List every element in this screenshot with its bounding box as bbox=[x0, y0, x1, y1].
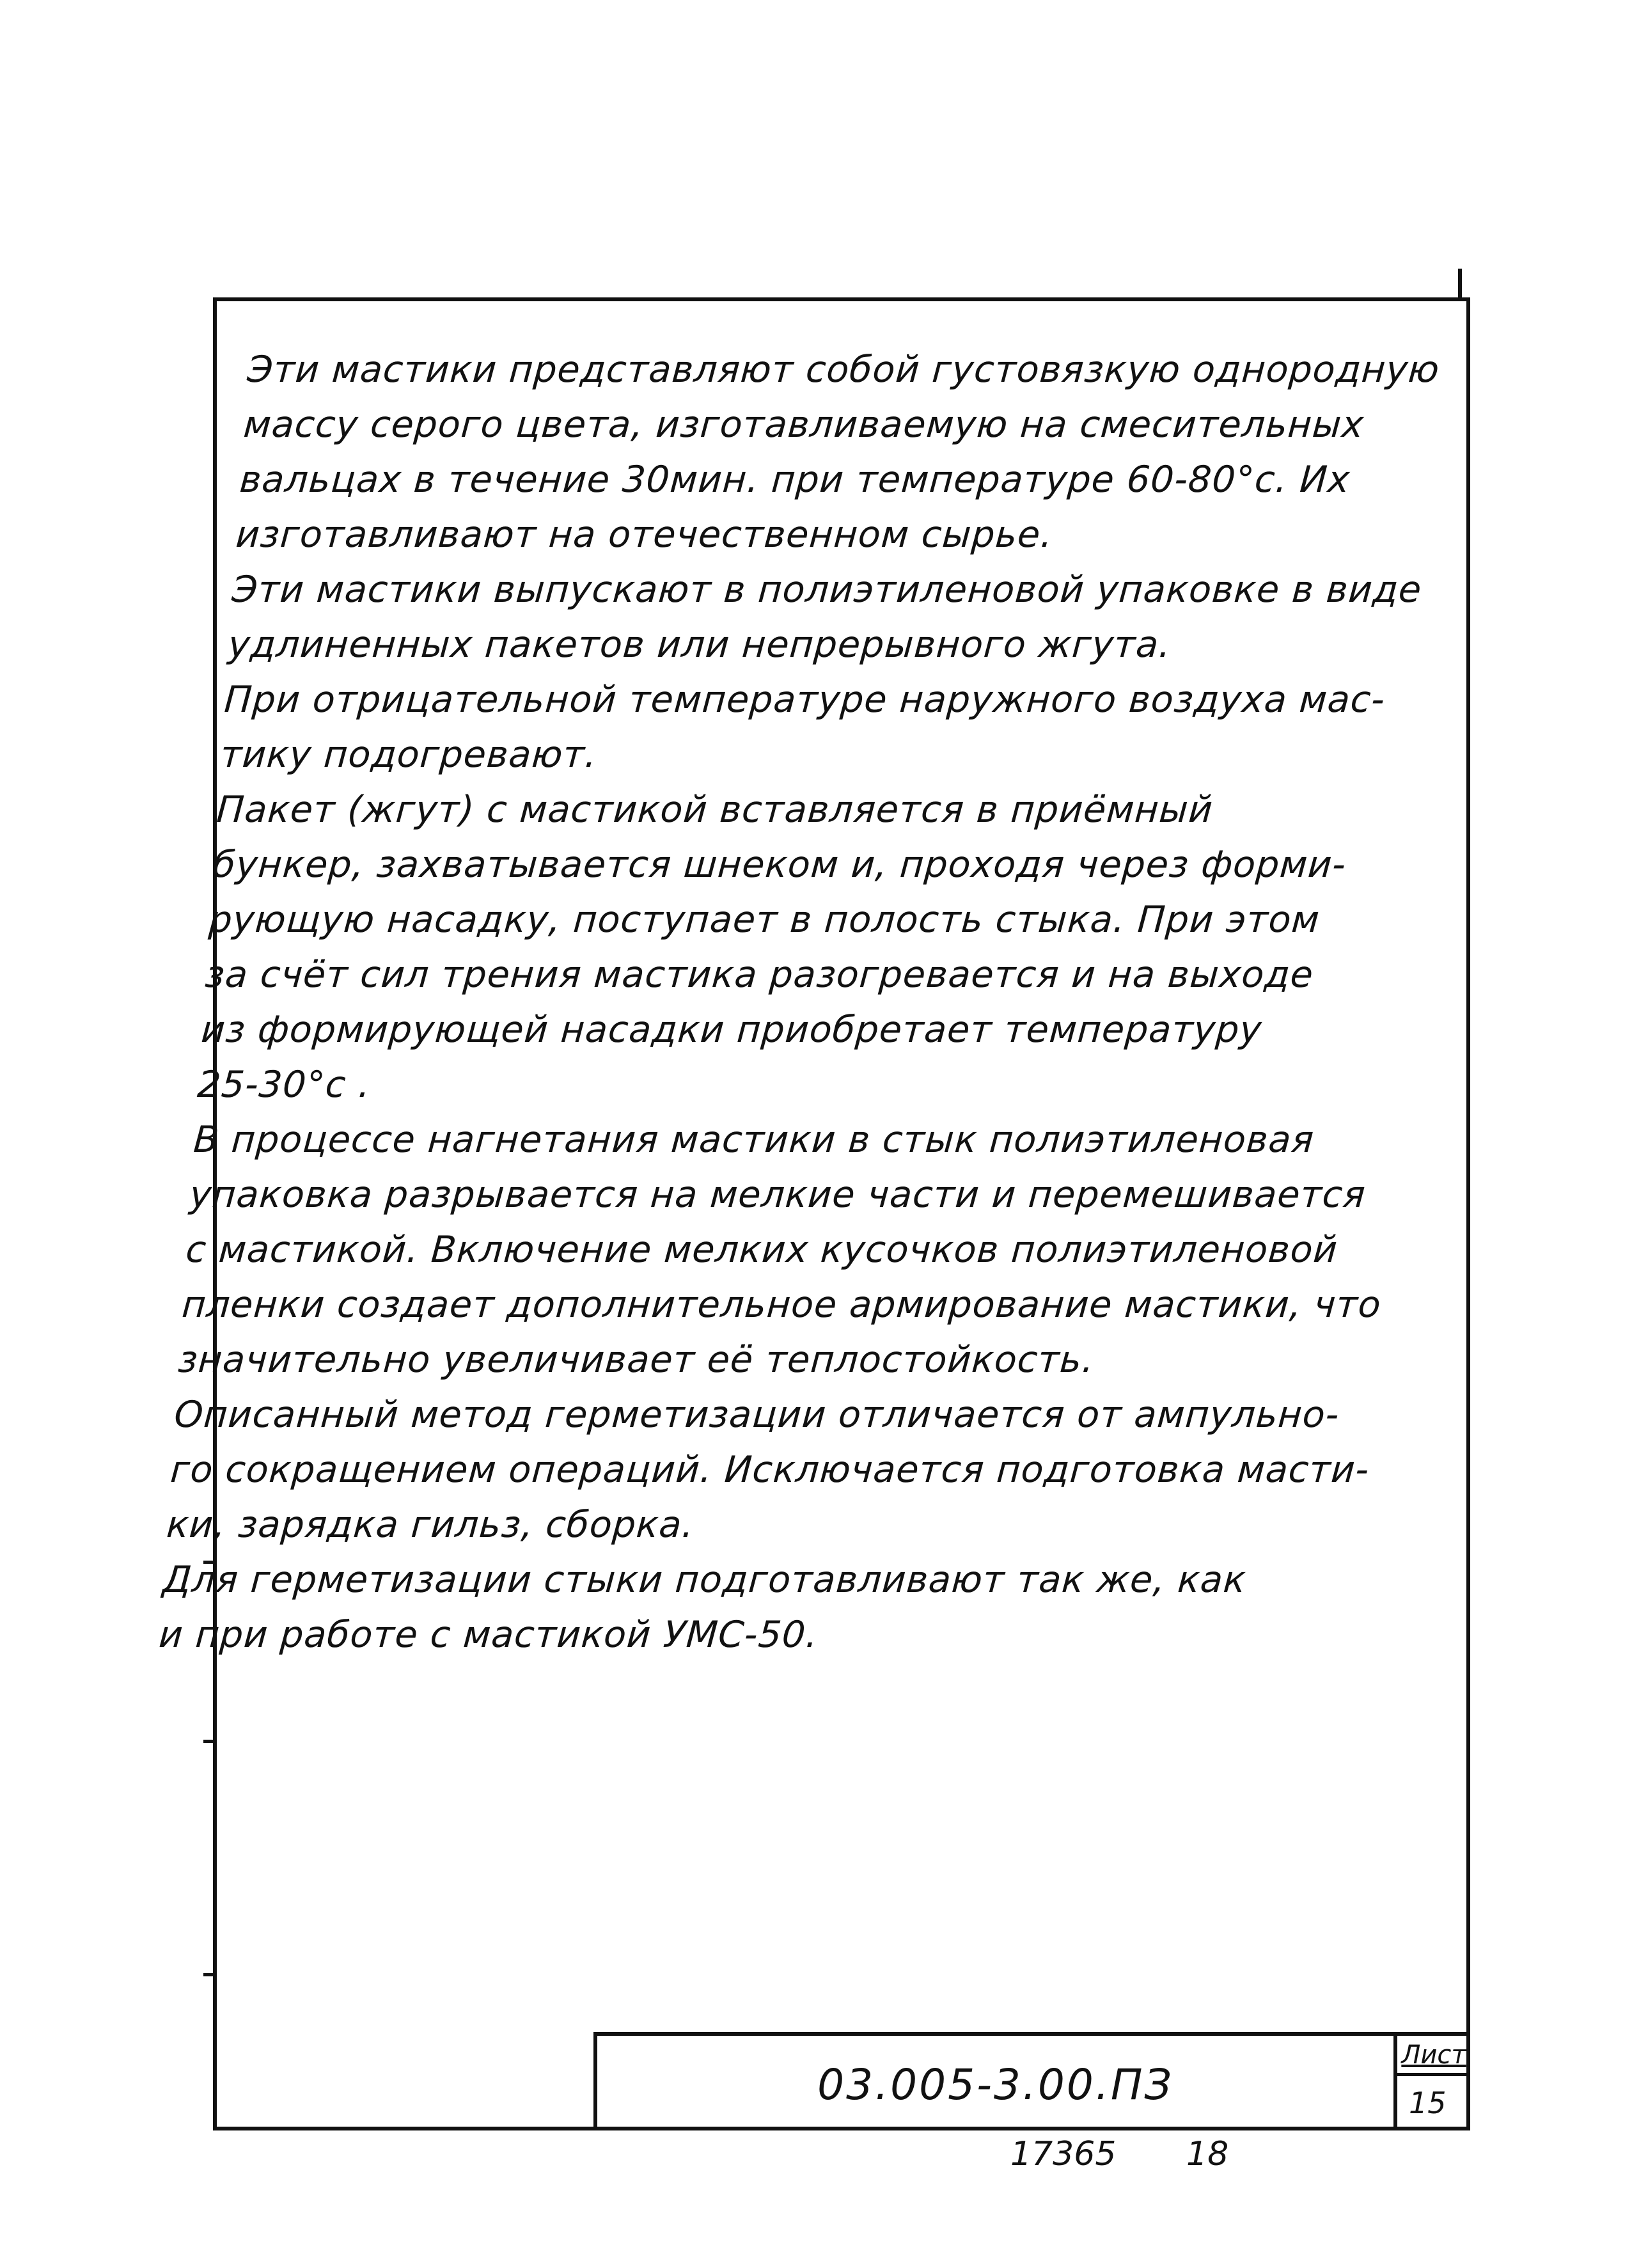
body-line: го сокращением операций. Исключается подготовка масти- bbox=[169, 1449, 1371, 1491]
body-line: рующую насадку, поступает в полость стыка. При этом bbox=[207, 899, 1321, 941]
margin-tick bbox=[203, 1973, 216, 1976]
body-line: с мастикой. Включение мелких кусочков полиэтиленовой bbox=[184, 1229, 1340, 1271]
body-line: При отрицательной температуре наружного воздуха мас- bbox=[223, 679, 1387, 721]
body-line: В процессе нагнетания мастики в стык полиэтиленовая bbox=[192, 1119, 1316, 1161]
body-line: пленки создает дополнительное армирование мастики, что bbox=[180, 1284, 1383, 1326]
inventory-number: 17365 bbox=[1010, 2135, 1117, 2173]
sheet-label: Лист bbox=[1397, 2038, 1470, 2076]
body-line: массу серого цвета, изготавливаемую на смесительных bbox=[242, 404, 1366, 446]
document-code: 03.005-3.00.ПЗ bbox=[817, 2060, 1173, 2109]
body-line: вальцах в течение 30мин. при температуре 60-80°с. Их bbox=[238, 459, 1352, 501]
body-line: Эти мастики выпускают в полиэтиленовой упаковке в виде bbox=[230, 569, 1424, 611]
frame-corner-tick bbox=[1458, 269, 1462, 299]
body-line: упаковка разрывается на мелкие части и перемешивается bbox=[188, 1174, 1367, 1216]
body-line: Для герметизации стыки подготавливают так же, как bbox=[161, 1559, 1248, 1601]
title-block bbox=[593, 2032, 1470, 2130]
body-line: за счёт сил трения мастика разогревается и на выходе bbox=[203, 954, 1315, 996]
margin-tick bbox=[203, 1740, 216, 1743]
body-line: 25-30°с . bbox=[196, 1064, 372, 1106]
body-line: тику подогревают. bbox=[219, 734, 599, 776]
page-number: 18 bbox=[1186, 2135, 1229, 2173]
body-line: удлиненных пакетов или непрерывного жгута. bbox=[226, 624, 1173, 666]
body-line: и при работе с мастикой УМС-50. bbox=[157, 1614, 820, 1656]
body-line: значительно увеличивает её теплостойкость. bbox=[177, 1339, 1096, 1381]
body-line: из формирующей насадки приобретает температуру bbox=[200, 1009, 1264, 1051]
sheet-number: 15 bbox=[1409, 2086, 1447, 2120]
explanatory-note-body bbox=[157, 342, 1452, 1662]
sheet-cell bbox=[1393, 2036, 1470, 2130]
body-line: Пакет (жгут) с мастикой вставляется в приёмный bbox=[215, 789, 1215, 831]
body-line: изготавливают на отечественном сырье. bbox=[234, 514, 1055, 556]
body-line: бункер, захватывается шнеком и, проходя через форми- bbox=[211, 844, 1348, 886]
body-line: ки, зарядка гильз, сборка. bbox=[165, 1504, 696, 1546]
body-line: Описанный метод герметизации отличается от ампульно- bbox=[173, 1394, 1341, 1436]
body-line: Эти мастики представляют собой густовязкую однородную bbox=[246, 349, 1441, 391]
